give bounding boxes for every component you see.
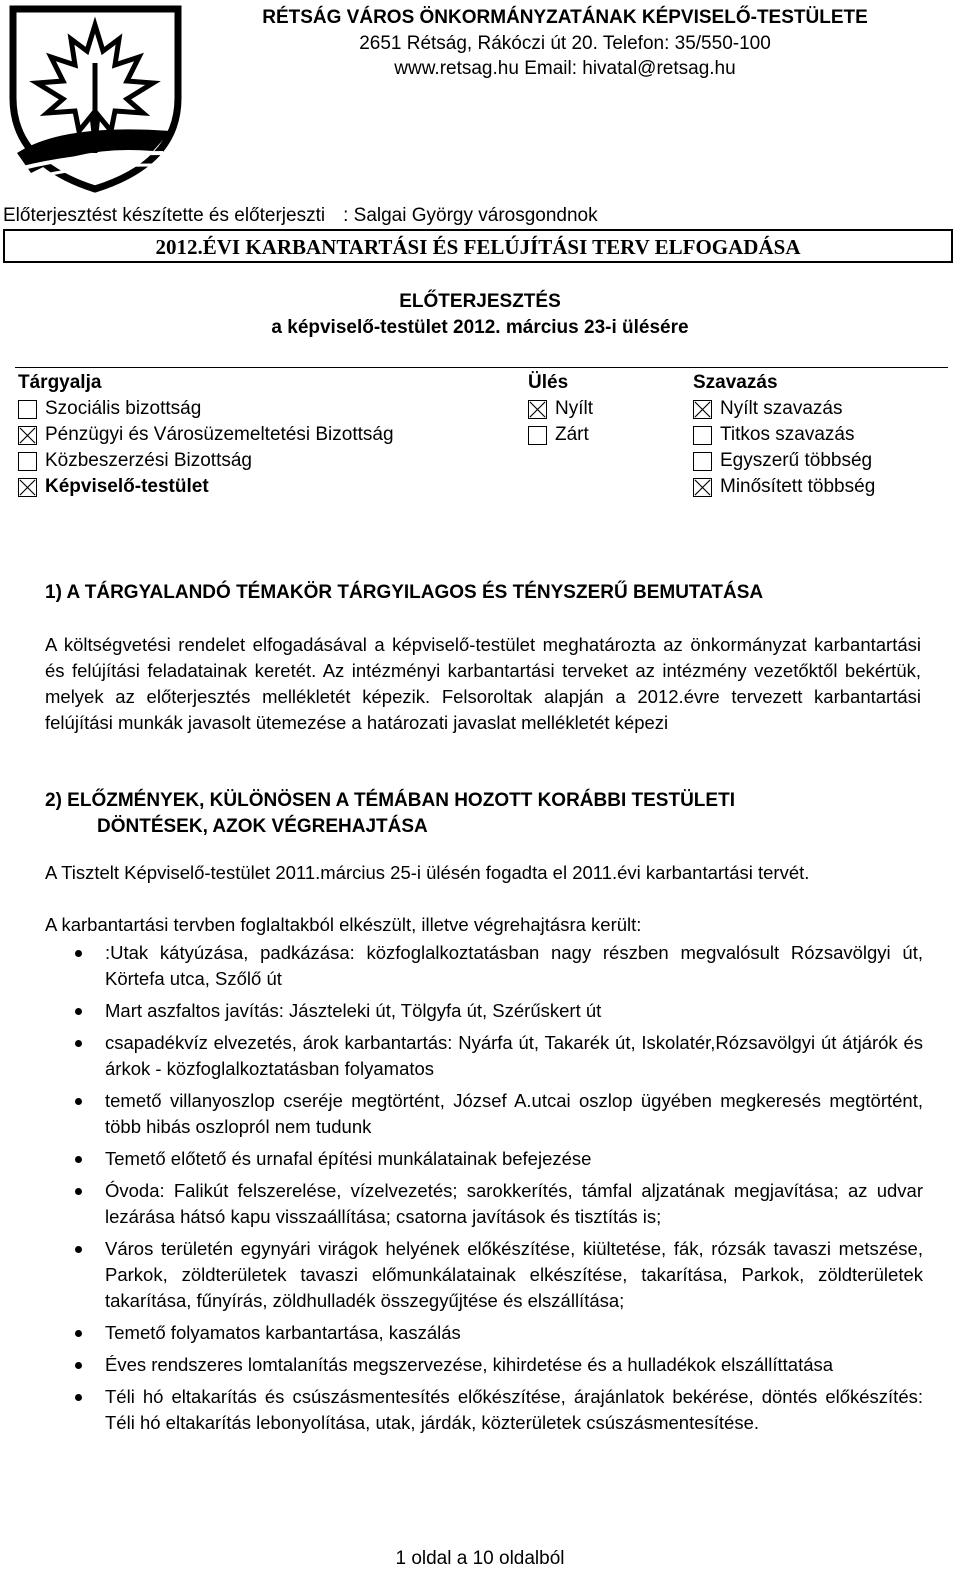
checkbox-checked-icon[interactable] <box>693 478 712 497</box>
proposal-subheading: a képviselő-testület 2012. március 23-i ülésére <box>271 317 689 338</box>
list-item-text: Város területén egynyári virágok helyének előkészítése, kiültetése, fák, rózsák tavaszi metszése, Parkok, zöldterületek tavaszi előmunkálatainak elkészítése, takarítása, Parkok, zöldterületek takarítása, fűnyírás, zöldhulladék összegyűjtése és elszállítása; <box>105 1238 923 1311</box>
bullet-icon <box>75 1008 82 1015</box>
checkbox-checked-icon[interactable] <box>18 426 37 445</box>
section2-heading-line2: DÖNTÉSEK, AZOK VÉGREHAJTÁSA <box>97 816 428 837</box>
option-label: Egyszerű többség <box>720 450 873 471</box>
option-label: Nyílt <box>555 398 593 419</box>
org-contact: www.retsag.hu Email: hivatal@retsag.hu <box>394 58 736 79</box>
section2-text2: A karbantartási tervben foglaltakból elkészült, illetve végrehajtásra került: <box>45 914 642 935</box>
list-item-text: csapadékvíz elvezetés, árok karbantartás: Nyárfa út, Takarék út, Iskolatér,Rózsavölgyi út átjárók és árkok - közfoglalkoztatásban folyamatos <box>105 1032 923 1079</box>
bullet-icon <box>75 1156 82 1163</box>
bullet-icon <box>75 1188 82 1195</box>
option-minositett-tobbseg[interactable] <box>693 476 875 498</box>
list-item <box>105 1030 923 1082</box>
list-item-text: Éves rendszeres lomtalanítás megszervezése, kihirdetése és a hulladékok elszállíttatása <box>105 1354 834 1375</box>
list-item <box>105 940 923 992</box>
list-item <box>105 998 923 1024</box>
checkbox-checked-icon[interactable] <box>528 400 547 419</box>
checkbox-unchecked-icon[interactable] <box>528 426 547 445</box>
option-zart[interactable] <box>528 424 589 446</box>
bullet-icon <box>75 1362 82 1369</box>
org-address: 2651 Rétság, Rákóczi út 20. Telefon: 35/550-100 <box>359 33 771 54</box>
section1-heading: 1) A TÁRGYALANDÓ TÉMAKÖR TÁRGYILAGOS ÉS TÉNYSZERŰ BEMUTATÁSA <box>45 582 764 603</box>
table-rule <box>15 367 948 368</box>
presenter-value: : Salgai György városgondnok <box>343 205 598 226</box>
list-item <box>105 1146 923 1172</box>
completed-works-list <box>105 940 923 1436</box>
list-item-text: Temető előtető és urnafal építési munkálatainak befejezése <box>105 1148 592 1169</box>
list-item <box>105 1320 923 1346</box>
list-item-text: :Utak kátyúzása, padkázása: közfoglalkoztatásban nagy részben megvalósult Rózsavölgyi út, Körtefa utca, Szőlő út <box>105 942 923 989</box>
checkbox-unchecked-icon[interactable] <box>18 452 37 471</box>
option-nyilt-szavazas[interactable] <box>693 398 842 420</box>
list-item <box>105 1178 923 1230</box>
presenter-label: Előterjesztést készítette és előterjeszti <box>3 205 326 226</box>
proposal-heading: ELŐTERJESZTÉS <box>399 291 561 312</box>
list-item-text: temető villanyoszlop cseréje megtörtént, József A.utcai oszlop ügyében megkeresés megtörtént, több hibás oszlopról nem tudunk <box>105 1090 923 1137</box>
option-szocialis[interactable] <box>18 398 201 420</box>
option-label: Képviselő-testület <box>45 476 209 497</box>
page-footer: 1 oldal a 10 oldalból <box>395 1548 565 1569</box>
option-label: Szociális bizottság <box>45 398 202 419</box>
presenter-line <box>3 205 598 227</box>
option-egyszeru-tobbseg[interactable] <box>693 450 872 472</box>
bullet-icon <box>75 1394 82 1401</box>
section2-text1: A Tisztelt Képviselő-testület 2011.március 25-i ülésén fogadta el 2011.évi karbantartási tervét. <box>45 862 810 883</box>
checkbox-unchecked-icon[interactable] <box>693 452 712 471</box>
option-label: Minősített többség <box>720 476 876 497</box>
checkbox-checked-icon[interactable] <box>693 400 712 419</box>
option-nyilt[interactable] <box>528 398 593 420</box>
option-label: Zárt <box>555 424 589 445</box>
option-penzugyi[interactable] <box>18 424 394 446</box>
checkbox-unchecked-icon[interactable] <box>18 400 37 419</box>
checkbox-unchecked-icon[interactable] <box>693 426 712 445</box>
col-head-szavazas: Szavazás <box>693 372 778 393</box>
bullet-icon <box>75 1040 82 1047</box>
list-item-text: Temető folyamatos karbantartása, kaszálás <box>105 1322 461 1343</box>
list-item-text: Téli hó eltakarítás és csúszásmentesítés előkészítése, árajánlatok bekérése, döntés előkészítés: Téli hó eltakarítás lebonyolítása, utak, járdák, közterületek csúszásmentesítése. <box>105 1386 923 1433</box>
list-item-text: Óvoda: Falikút felszerelése, vízelvezetés; sarokkerítés, támfal aljzatának megjavítása; az udvar lezárása hátsó kapu visszaállítása; csatorna javítások és tisztítás is; <box>105 1180 923 1227</box>
document-title: 2012.ÉVI KARBANTARTÁSI ÉS FELÚJÍTÁSI TERV ELFOGADÁSA <box>3 229 953 263</box>
option-label: Nyílt szavazás <box>720 398 843 419</box>
list-item <box>105 1236 923 1314</box>
bullet-icon <box>75 1246 82 1253</box>
section1-text: A költségvetési rendelet elfogadásával a képviselő-testület meghatározta az önkormányzat karbantartási és felújítási feladatainak keretét. Az intézményi karbantartási terveket az intézmény vezetőktől bekértük, melyek az előterjesztés mellékletét képezik. Felsoroltak alapján a 2012.évre tervezett karbantartási felújítási munkák javasolt ütemezése a határozati javaslat mellékletét képezi <box>45 634 921 733</box>
list-item <box>105 1384 923 1436</box>
list-item-text: Mart aszfaltos javítás: Jászteleki út, Tölgyfa út, Szérűskert út <box>105 1000 602 1021</box>
list-item <box>105 1352 923 1378</box>
bullet-icon <box>75 950 82 957</box>
section2-heading-line1: 2) ELŐZMÉNYEK, KÜLÖNÖSEN A TÉMÁBAN HOZOTT KORÁBBI TESTÜLETI <box>45 790 735 811</box>
option-kozbeszerzesi[interactable] <box>18 450 252 472</box>
option-label: Titkos szavazás <box>720 424 855 445</box>
checkbox-checked-icon[interactable] <box>18 478 37 497</box>
option-label: Pénzügyi és Városüzemeltetési Bizottság <box>45 424 394 445</box>
bullet-icon <box>75 1330 82 1337</box>
town-crest-logo <box>3 3 188 193</box>
bullet-icon <box>75 1098 82 1105</box>
col-head-targyalja: Tárgyalja <box>18 372 102 393</box>
option-label: Közbeszerzési Bizottság <box>45 450 252 471</box>
option-kepviselo-testulet[interactable] <box>18 476 209 498</box>
list-item <box>105 1088 923 1140</box>
col-head-ules: Ülés <box>528 372 569 393</box>
option-titkos-szavazas[interactable] <box>693 424 854 446</box>
org-name: RÉTSÁG VÁROS ÖNKORMÁNYZATÁNAK KÉPVISELŐ-TESTÜLETE <box>262 7 868 28</box>
